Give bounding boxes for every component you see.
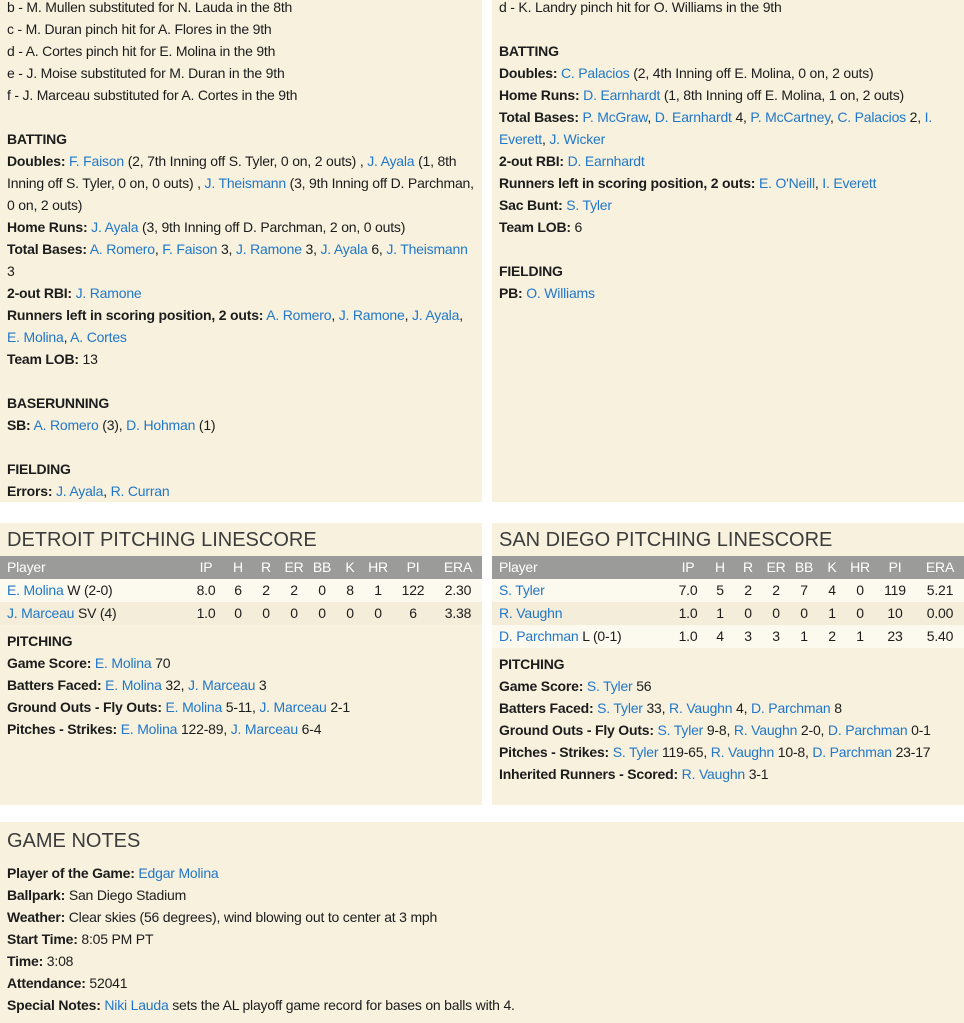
column-header-pi: PI [888,559,902,575]
pitcher-name-cell [492,602,670,625]
substitution-note: d - A. Cortes pinch hit for E. Molina in the 9th [7,43,276,59]
stat-label: Team LOB: [7,351,79,367]
column-header-h: H [715,559,725,575]
player-link[interactable]: J. Ayala [320,241,368,257]
detroit-batting-panel [0,0,482,502]
stat-label: Game Score: [499,678,584,694]
player-link[interactable]: J. Theismann [386,241,468,257]
player-link[interactable]: E. Molina [165,699,223,715]
player-link[interactable]: S. Tyler [499,582,545,598]
substitution-note: c - M. Duran pinch hit for A. Flores in the 9th [7,21,272,37]
stat-label: Ground Outs - Fly Outs: [499,722,654,738]
stat-line: Ground Outs - Fly Outs: S. Tyler 9-8, R. Vaughn 2-0, D. Parchman 0-1 [499,722,931,738]
detroit-pitching-title: DETROIT PITCHING LINESCORE [7,529,317,551]
stat-line: Total Bases: P. McGraw, D. Earnhardt 4, P. McCartney, C. Palacios 2, I. Everett, J. Wicker [499,109,933,147]
player-link[interactable]: O. Williams [526,285,595,301]
stat-cell: 0 [856,582,864,598]
stat-cell: 0 [744,605,752,621]
stat-line: Inherited Runners - Scored: R. Vaughn 3-1 [499,766,769,782]
column-header-ip: IP [199,559,213,575]
stat-line [7,282,475,304]
player-link[interactable]: P. McGraw [582,109,648,125]
stat-cell: 5.21 [926,582,954,598]
stat-cell: 2.30 [444,582,472,598]
column-header-er: ER [766,559,786,575]
sandiego-fielding-lines [499,282,957,304]
stat-cell: 0 [374,605,382,621]
player-link[interactable]: A. Romero [266,307,332,323]
stat-line: Start Time: 8:05 PM PT [7,931,154,947]
detroit-fielding-section [7,458,475,502]
detroit-pitching-table-body [0,579,482,625]
column-header-bb: BB [794,559,814,575]
player-link[interactable]: J. Marceau [230,721,298,737]
stat-label: Ground Outs - Fly Outs: [7,699,162,715]
player-link[interactable]: E. Molina [7,329,64,345]
stat-cell: 0 [318,582,326,598]
column-header-player: Player [7,559,46,575]
stat-label: Sac Bunt: [499,197,563,213]
player-link[interactable]: J. Ayala [91,219,139,235]
stat-cell: 119 [884,582,906,598]
player-link[interactable]: J. Ramone [235,241,302,257]
stat-line: Home Runs: D. Earnhardt (1, 8th Inning off E. Molina, 1 on, 2 outs) [499,87,905,103]
column-header-r: R [743,559,753,575]
player-link[interactable]: A. Cortes [70,329,127,345]
stat-cell: 7.0 [678,582,698,598]
player-link[interactable]: I. Everett [499,109,933,147]
stat-label: Attendance: [7,975,86,991]
pitcher-row [0,602,482,625]
stat-cell: 4 [828,582,836,598]
stat-cell: 3.38 [444,605,472,621]
stat-cell: 3 [744,628,752,644]
player-link[interactable]: E. Molina [7,582,64,598]
column-header-h: H [233,559,243,575]
player-link[interactable]: J. Marceau [259,699,327,715]
sandiego-batting-lines [499,62,957,238]
substitution-note: e - J. Moise substituted for M. Duran in the 9th [7,65,285,81]
stat-line: Batters Faced: S. Tyler 33, R. Vaughn 4, D. Parchman 8 [499,700,842,716]
player-link[interactable]: D. Earnhardt [654,109,732,125]
pitcher-row [492,602,964,625]
stat-cell: 5 [716,582,724,598]
player-link[interactable]: D. Parchman [827,722,908,738]
stat-line: Pitches - Strikes: S. Tyler 119-65, R. Vaughn 10-8, D. Parchman 23-17 [499,744,931,760]
stat-label: Runners left in scoring position, 2 outs: [7,307,264,323]
sandiego-pitching-title: SAN DIEGO PITCHING LINESCORE [499,529,833,551]
stat-line: Doubles: F. Faison (2, 7th Inning off S. Tyler, 0 on, 2 outs) , J. Ayala (1, 8th Inning off S. Tyler, 0 on, 0 outs) , J. Theismann (3, 9th Inning off D. Parchman, 0 on, 2 outs) [7,153,474,213]
stat-label: 2-out RBI: [499,153,564,169]
stat-cell: 1 [856,628,864,644]
stat-cell: 1.0 [678,605,698,621]
stat-cell: 0 [290,605,298,621]
column-header-era: ERA [443,559,473,575]
section-title-fielding: FIELDING [7,461,71,477]
stat-label: Weather: [7,909,66,925]
section-title-pitching: PITCHING [499,656,565,672]
stat-line: Attendance: 52041 [7,975,128,991]
stat-label: Game Score: [7,655,92,671]
player-link[interactable]: S. Tyler [597,700,643,716]
stat-line [7,862,957,884]
column-header-ip: IP [681,559,695,575]
stat-cell: 2 [262,582,270,598]
stat-label: Ballpark: [7,887,66,903]
stat-cell: 8 [346,582,354,598]
player-link[interactable]: R. Vaughn [710,744,775,760]
stat-line: Game Score: E. Molina 70 [7,655,171,671]
stat-line: Doubles: C. Palacios (2, 4th Inning off E. Molina, 0 on, 2 outs) [499,65,874,81]
sandiego-batting-section [499,40,957,238]
substitution-note: d - K. Landry pinch hit for O. Williams in the 9th [499,0,782,15]
stat-cell: 0 [346,605,354,621]
section-title-batting: BATTING [7,131,67,147]
stat-cell: 6 [234,582,242,598]
stat-line: Time: 3:08 [7,953,74,969]
pitcher-name-cell [492,579,670,602]
stat-label: 2-out RBI: [7,285,72,301]
stat-line: Runners left in scoring position, 2 outs: A. Romero, J. Ramone, J. Ayala, E. Molina, A. Cortes [7,307,463,345]
player-link[interactable]: Edgar Molina [138,865,219,881]
stat-cell: 3 [772,628,780,644]
player-link[interactable]: R. Vaughn [669,700,733,716]
stat-cell: 10 [887,605,903,621]
player-link[interactable]: S. Tyler [586,678,633,694]
column-header-player: Player [499,559,538,575]
column-header-hr: HR [850,559,870,575]
player-link[interactable]: R. Vaughn [499,605,563,621]
stat-cell: 1.0 [196,605,216,621]
stat-cell: 6 [409,605,417,621]
stat-line: Game Score: S. Tyler 56 [499,678,652,694]
pitcher-name-cell: E. Molina W (2-0) [7,582,113,598]
column-header-era: ERA [925,559,955,575]
stat-cell: 0 [856,605,864,621]
pitcher-name-cell: D. Parchman L (0-1) [499,628,622,644]
pitching-table-header [0,556,482,579]
stat-line: Pitches - Strikes: E. Molina 122-89, J. Marceau 6-4 [7,721,322,737]
stat-cell: 7 [800,582,808,598]
player-link[interactable]: I. Everett [822,175,877,191]
player-link[interactable]: J. Ayala [367,153,415,169]
player-link[interactable]: Niki Lauda [104,997,169,1013]
player-link[interactable]: D. Hohman [126,417,196,433]
player-link[interactable]: D. Earnhardt [567,153,645,169]
stat-label: Inherited Runners - Scored: [499,766,678,782]
stat-label: Player of the Game: [7,865,135,881]
section-title-fielding: FIELDING [499,263,563,279]
stat-cell: 0 [800,605,808,621]
player-link[interactable]: D. Parchman [499,628,579,644]
stat-cell: 2 [828,628,836,644]
player-link[interactable]: R. Curran [110,483,170,499]
player-link[interactable]: C. Palacios [561,65,630,81]
pitcher-row [0,579,482,602]
stat-label: PB: [499,285,523,301]
player-link[interactable]: J. Ramone [338,307,405,323]
stat-line: Home Runs: J. Ayala (3, 9th Inning off D. Parchman, 2 on, 0 outs) [7,219,406,235]
stat-line: Ballpark: San Diego Stadium [7,887,187,903]
stat-label: Special Notes: [7,997,101,1013]
player-link[interactable]: E. Molina [94,655,152,671]
player-link[interactable]: D. Earnhardt [583,87,661,103]
game-notes-title: GAME NOTES [7,830,141,852]
stat-line: Team LOB: 6 [499,219,583,235]
stat-cell: 2 [290,582,298,598]
stat-label: Pitches - Strikes: [499,744,609,760]
detroit-pitching-panel [0,523,482,805]
stat-label: Home Runs: [499,87,580,103]
stat-line: Ground Outs - Fly Outs: E. Molina 5-11, J. Marceau 2-1 [7,699,350,715]
stat-label: Home Runs: [7,219,88,235]
stat-line [499,150,957,172]
stat-cell: 0.00 [926,605,954,621]
column-header-er: ER [284,559,304,575]
stat-label: SB: [7,417,31,433]
stat-cell: 2 [744,582,752,598]
player-link[interactable]: J. Ayala [412,307,460,323]
stat-label: Doubles: [7,153,66,169]
player-link[interactable]: D. Parchman [812,744,892,760]
stat-label: Errors: [7,483,53,499]
player-link[interactable]: F. Faison [162,241,218,257]
stat-line: Errors: J. Ayala, R. Curran [7,483,170,499]
sandiego-pitching-table-body [492,579,964,648]
player-link[interactable]: S. Tyler [612,744,659,760]
player-link[interactable]: S. Tyler [566,197,612,213]
column-header-r: R [261,559,271,575]
column-header-hr: HR [368,559,388,575]
stat-cell: 122 [401,582,425,598]
player-link[interactable]: A. Romero [33,417,99,433]
stat-label: Start Time: [7,931,78,947]
player-link[interactable]: D. Parchman [751,700,831,716]
stat-cell: 23 [887,628,903,644]
player-link[interactable]: P. McCartney [750,109,830,125]
stat-label: Batters Faced: [7,677,102,693]
stat-label: Time: [7,953,44,969]
player-link[interactable]: J. Wicker [549,131,606,147]
player-link[interactable]: J. Marceau [7,605,75,621]
substitution-note: b - M. Mullen substituted for N. Lauda in the 8th [7,0,293,15]
sandiego-batting-panel [492,0,964,502]
detroit-fielding-lines [7,480,475,502]
detroit-pitching-lines [7,652,475,740]
player-link[interactable]: E. Molina [105,677,162,693]
stat-label: Team LOB: [499,219,571,235]
detroit-batting-section [7,128,475,370]
stat-label: Runners left in scoring position, 2 outs: [499,175,756,191]
stat-line: Batters Faced: E. Molina 32, J. Marceau 3 [7,677,267,693]
player-link[interactable]: J. Ramone [75,285,142,301]
stat-line: Weather: Clear skies (56 degrees), wind blowing out to center at 3 mph [7,909,438,925]
sandiego-pitching-panel [492,523,964,805]
detroit-pitching-details [0,630,482,740]
section-title-pitching: PITCHING [7,633,73,649]
sandiego-pitching-details [492,653,964,785]
stat-line [499,282,957,304]
stat-label: Total Bases: [499,109,579,125]
stat-line: Total Bases: A. Romero, F. Faison 3, J. Ramone 3, J. Ayala 6, J. Theismann 3 [7,241,468,279]
stat-label: Batters Faced: [499,700,594,716]
player-link[interactable]: S. Tyler [657,722,704,738]
stat-cell: 0 [262,605,270,621]
sandiego-substitutions-list [499,0,957,18]
sandiego-pitching-lines [499,675,957,785]
pitcher-name-cell: J. Marceau SV (4) [7,605,117,621]
detroit-substitutions-list [7,0,475,106]
stat-cell: 1 [800,628,808,644]
section-title-baserunning: BASERUNNING [7,395,110,411]
stat-label: Doubles: [499,65,558,81]
player-link[interactable]: J. Theismann [204,175,286,191]
stat-label: Total Bases: [7,241,87,257]
stat-line: SB: A. Romero (3), D. Hohman (1) [7,417,216,433]
player-link[interactable]: E. Molina [120,721,178,737]
stat-cell: 1 [828,605,836,621]
stat-cell: 4 [716,628,724,644]
section-title-batting: BATTING [499,43,559,59]
player-link[interactable]: F. Faison [69,153,124,169]
stat-cell: 0 [318,605,326,621]
player-link[interactable]: E. O'Neill [758,175,815,191]
stat-line: Runners left in scoring position, 2 outs: E. O'Neill, I. Everett [499,175,877,191]
stat-cell: 1.0 [678,628,698,644]
player-link[interactable]: R. Vaughn [681,766,745,782]
stat-line: Special Notes: Niki Lauda sets the AL playoff game record for bases on balls with 4. [7,997,515,1013]
game-notes-lines [7,862,957,1016]
player-link[interactable]: A. Romero [89,241,155,257]
column-header-pi: PI [406,559,420,575]
detroit-baserunning-lines [7,414,475,436]
column-header-k: K [345,559,355,575]
column-header-bb: BB [312,559,332,575]
stat-label: Pitches - Strikes: [7,721,117,737]
game-notes-panel [0,822,964,1023]
pitcher-row [492,579,964,602]
stat-cell: 1 [716,605,724,621]
stat-cell: 5.40 [926,628,954,644]
stat-cell: 1 [374,582,382,598]
stat-line: Team LOB: 13 [7,351,98,367]
pitcher-row [492,625,964,648]
substitution-note: f - J. Marceau substituted for A. Cortes in the 9th [7,87,298,103]
detroit-batting-lines [7,150,475,370]
detroit-baserunning-section [7,392,475,436]
stat-line [499,194,957,216]
player-link[interactable]: R. Vaughn [733,722,798,738]
player-link[interactable]: C. Palacios [837,109,906,125]
player-link[interactable]: J. Marceau [187,677,256,693]
stat-cell: 0 [772,605,780,621]
stat-cell: 2 [772,582,780,598]
pitching-table-header [492,556,964,579]
player-link[interactable]: J. Ayala [56,483,104,499]
stat-cell: 8.0 [196,582,216,598]
stat-cell: 0 [234,605,242,621]
sandiego-fielding-section [499,260,957,304]
column-header-k: K [827,559,837,575]
